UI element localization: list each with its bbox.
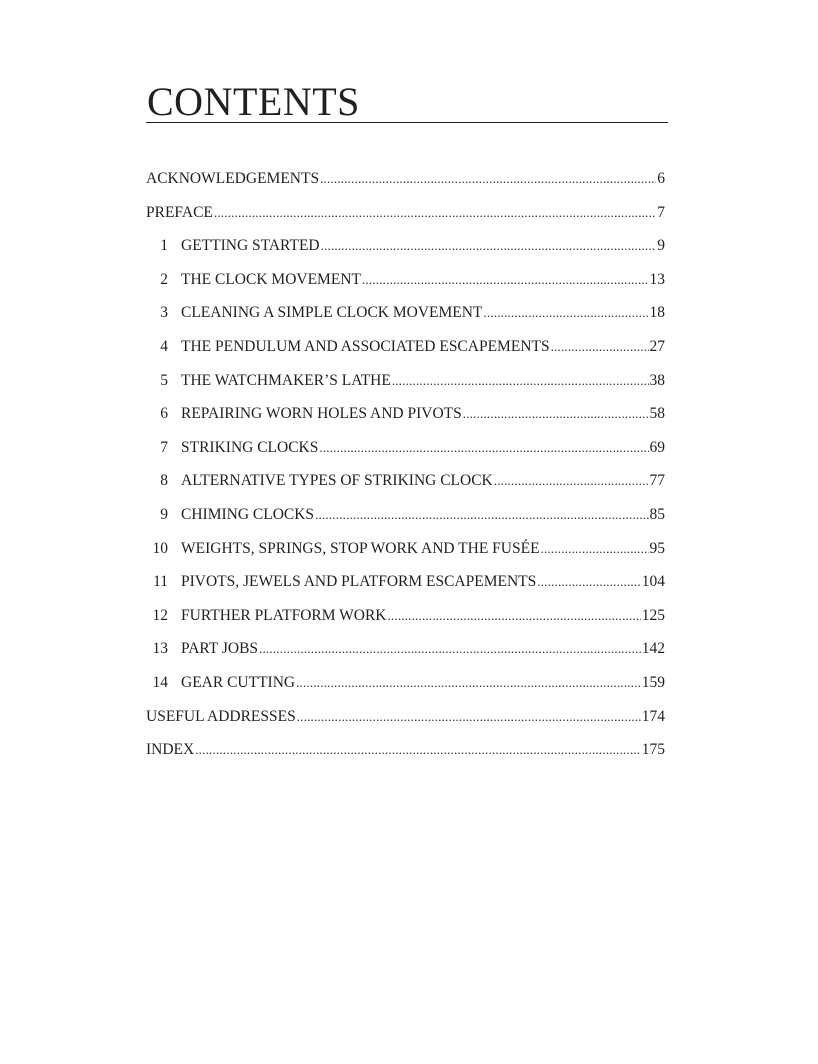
dot-leader <box>214 203 656 223</box>
toc-entry-page: 159 <box>641 673 665 691</box>
dot-leader <box>463 404 649 424</box>
dot-leader <box>494 471 649 491</box>
toc-entry-chapter-7 <box>146 438 665 472</box>
toc-entry-chapter-2 <box>146 270 665 304</box>
toc-entry-chapter-6 <box>146 404 665 438</box>
toc-entry-chapter-4 <box>146 337 665 371</box>
toc-entry-chapter-8 <box>146 471 665 505</box>
toc-entry-acknowledgements <box>146 169 665 203</box>
toc-entry-title: THE PENDULUM AND ASSOCIATED ESCAPEMENTS <box>181 337 550 355</box>
page-title: CONTENTS <box>147 79 360 124</box>
dot-leader <box>259 639 641 659</box>
dot-leader <box>320 169 656 189</box>
toc-entry-title: CLEANING A SIMPLE CLOCK MOVEMENT <box>181 304 483 322</box>
dot-leader <box>551 337 649 357</box>
toc-entry-page: 104 <box>641 573 665 591</box>
toc-entry-page: 27 <box>649 337 665 355</box>
toc-entry-title: PART JOBS <box>181 640 259 658</box>
toc-entry-preface <box>146 203 665 237</box>
dot-leader <box>315 505 648 525</box>
toc-chapter-number: 4 <box>160 337 168 355</box>
table-of-contents <box>146 169 665 774</box>
toc-entry-page: 125 <box>641 606 665 624</box>
dot-leader <box>362 270 649 290</box>
toc-entry-page: 9 <box>657 237 665 255</box>
toc-entry-page: 85 <box>649 505 665 523</box>
toc-entry-title: REPAIRING WORN HOLES AND PIVOTS <box>181 405 462 423</box>
toc-entry-title: WEIGHTS, SPRINGS, STOP WORK AND THE FUSÉE <box>181 539 540 557</box>
toc-entry-chapter-3 <box>146 303 665 337</box>
toc-entry-page: 6 <box>657 170 665 187</box>
toc-chapter-number: 1 <box>160 237 168 255</box>
toc-entry-title: THE CLOCK MOVEMENT <box>181 270 361 288</box>
toc-chapter-number: 12 <box>152 606 168 624</box>
dot-leader <box>296 673 641 693</box>
toc-entry-index <box>146 740 665 774</box>
toc-entry-chapter-1 <box>146 236 665 270</box>
toc-entry-page: 69 <box>649 438 665 456</box>
contents-page <box>146 79 668 774</box>
dot-leader <box>483 303 648 323</box>
toc-entry-chapter-14 <box>146 673 665 707</box>
dot-leader <box>297 707 641 727</box>
toc-entry-chapter-13 <box>146 639 665 673</box>
toc-entry-page: 38 <box>649 371 665 389</box>
toc-entry-title: CHIMING CLOCKS <box>181 505 315 523</box>
toc-entry-page: 174 <box>641 707 665 725</box>
toc-chapter-number: 5 <box>160 371 168 389</box>
toc-entry-page: 58 <box>649 405 665 423</box>
toc-entry-chapter-10 <box>146 539 665 573</box>
toc-entry-title: ALTERNATIVE TYPES OF STRIKING CLOCK <box>181 472 493 490</box>
toc-entry-useful-addresses <box>146 707 665 741</box>
toc-chapter-number: 9 <box>160 505 168 523</box>
toc-chapter-number: 13 <box>152 640 168 658</box>
toc-entry-chapter-12 <box>146 606 665 640</box>
toc-entry-title: FURTHER PLATFORM WORK <box>181 606 387 624</box>
toc-chapter-number: 7 <box>160 438 168 456</box>
toc-entry-title: USEFUL ADDRESSES <box>146 707 296 725</box>
toc-chapter-number: 2 <box>160 270 168 288</box>
toc-entry-title: STRIKING CLOCKS <box>181 438 319 456</box>
dot-leader <box>195 740 641 760</box>
toc-entry-chapter-5 <box>146 371 665 405</box>
toc-entry-title: THE WATCHMAKER’S LATHE <box>181 371 391 389</box>
dot-leader <box>319 438 648 458</box>
toc-chapter-number: 6 <box>160 405 168 423</box>
toc-entry-chapter-9 <box>146 505 665 539</box>
toc-entry-title: GETTING STARTED <box>181 237 320 255</box>
toc-entry-page: 18 <box>649 304 665 322</box>
dot-leader <box>541 539 649 559</box>
dot-leader <box>387 606 640 626</box>
toc-entry-title: GEAR CUTTING <box>181 673 296 691</box>
toc-chapter-number: 10 <box>152 539 168 557</box>
toc-chapter-number: 8 <box>160 472 168 490</box>
toc-entry-page: 77 <box>649 472 665 490</box>
toc-entry-title: PIVOTS, JEWELS AND PLATFORM ESCAPEMENTS <box>181 573 537 591</box>
toc-entry-title: INDEX <box>146 741 195 759</box>
toc-entry-title: ACKNOWLEDGEMENTS <box>146 170 320 187</box>
toc-entry-page: 7 <box>657 203 665 221</box>
toc-entry-page: 142 <box>641 640 665 658</box>
toc-entry-page: 175 <box>641 741 665 759</box>
toc-chapter-number: 3 <box>160 304 168 322</box>
dot-leader <box>392 371 649 391</box>
toc-entry-chapter-11 <box>146 572 665 606</box>
toc-entry-title: PREFACE <box>146 203 213 221</box>
toc-chapter-number: 14 <box>152 673 168 691</box>
dot-leader <box>321 236 657 256</box>
dot-leader <box>537 572 640 592</box>
toc-entry-page: 13 <box>649 270 665 288</box>
toc-chapter-number: 11 <box>153 573 168 591</box>
toc-entry-page: 95 <box>649 539 665 557</box>
